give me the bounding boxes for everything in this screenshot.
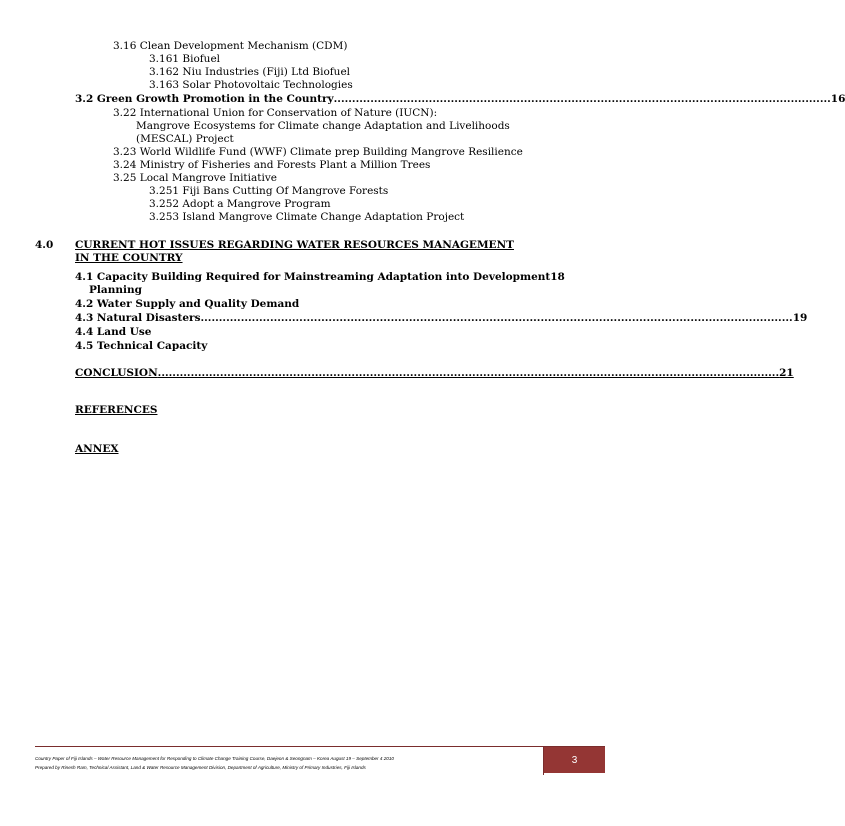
toc-entry-4-5[interactable]: 4.5 Technical Capacity <box>75 340 208 352</box>
leader-dots: .......................................................................................................................................................................... <box>157 367 780 379</box>
page-number-badge <box>544 747 605 773</box>
toc-entry-references[interactable]: REFERENCES <box>75 404 158 416</box>
toc-entry-3-252[interactable]: 3.252 Adopt a Mangrove Program <box>149 198 331 210</box>
toc-entry-label: CONCLUSION <box>75 367 158 379</box>
toc-page-number: 16 <box>830 93 845 105</box>
toc-entry-4-3[interactable] <box>75 312 808 325</box>
toc-entry-3-161[interactable]: 3.161 Biofuel <box>149 53 221 65</box>
toc-entry-3-163[interactable]: 3.163 Solar Photovoltaic Technologies <box>149 79 353 91</box>
toc-entry-annex[interactable]: ANNEX <box>75 443 119 455</box>
toc-entry-4-4[interactable]: 4.4 Land Use <box>75 326 152 338</box>
footer-line-2: Prepared by Rinesh Ram, Technical Assistant, Land & Water Resource Management Division, Department of Agriculture, Ministry of Primary Industries, Fiji Islands <box>35 765 366 770</box>
section-title-4-0-cont: IN THE COUNTRY <box>75 252 183 264</box>
toc-entry-label: 4.3 Natural Disasters <box>75 312 201 324</box>
toc-entry-3-23[interactable]: 3.23 World Wildlife Fund (WWF) Climate prep Building Mangrove Resilience <box>113 146 523 158</box>
toc-entry-3-251[interactable]: 3.251 Fiji Bans Cutting Of Mangrove Forests <box>149 185 389 197</box>
toc-entry-label: 4.1 Capacity Building Required for Mainstreaming Adaptation into Development <box>75 271 551 283</box>
leader-dots: .................................................................................................................................................................. <box>200 312 793 324</box>
toc-entry-label: 3.2 Green Growth Promotion in the Country <box>75 93 334 105</box>
footer-line-1: Country Paper of Fiji Islands – Water Resource Management for Responding to Climate Change Training Course, Daejeon & Seongnam – Korea August 19 – September 4 2010 <box>35 756 394 761</box>
toc-entry-3-22[interactable]: 3.22 International Union for Conservation of Nature (IUCN): <box>113 107 438 119</box>
toc-entry-3-2[interactable] <box>75 93 845 106</box>
toc-entry-4-2[interactable]: 4.2 Water Supply and Quality Demand <box>75 298 300 310</box>
toc-entry-conclusion[interactable] <box>75 367 794 380</box>
toc-entry-3-25[interactable]: 3.25 Local Mangrove Initiative <box>113 172 277 184</box>
page-number: 3 <box>571 754 578 766</box>
toc-entry-3-22-cont: Mangrove Ecosystems for Climate change Adaptation and Livelihoods <box>136 120 510 132</box>
toc-entry-3-22-cont2: (MESCAL) Project <box>136 133 234 145</box>
toc-entry-4-1[interactable] <box>75 271 565 284</box>
toc-entry-3-24[interactable]: 3.24 Ministry of Fisheries and Forests Plant a Million Trees <box>113 159 431 171</box>
leader-dots: ........................................................................................................................................ <box>333 93 831 105</box>
section-title-4-0[interactable]: CURRENT HOT ISSUES REGARDING WATER RESOURCES MANAGEMENT <box>75 239 514 251</box>
toc-page-number: 21 <box>779 367 794 379</box>
toc-entry-4-1-cont: Planning <box>89 284 142 296</box>
toc-page-number: 18 <box>550 271 565 283</box>
toc-page-number: 19 <box>792 312 808 324</box>
toc-entry-3-253[interactable]: 3.253 Island Mangrove Climate Change Adaptation Project <box>149 211 465 223</box>
toc-entry-3-162[interactable]: 3.162 Niu Industries (Fiji) Ltd Biofuel <box>149 66 351 78</box>
section-number-4-0: 4.0 <box>35 239 54 251</box>
footer-divider <box>35 746 605 747</box>
toc-entry-3-16[interactable]: 3.16 Clean Development Mechanism (CDM) <box>113 40 348 52</box>
